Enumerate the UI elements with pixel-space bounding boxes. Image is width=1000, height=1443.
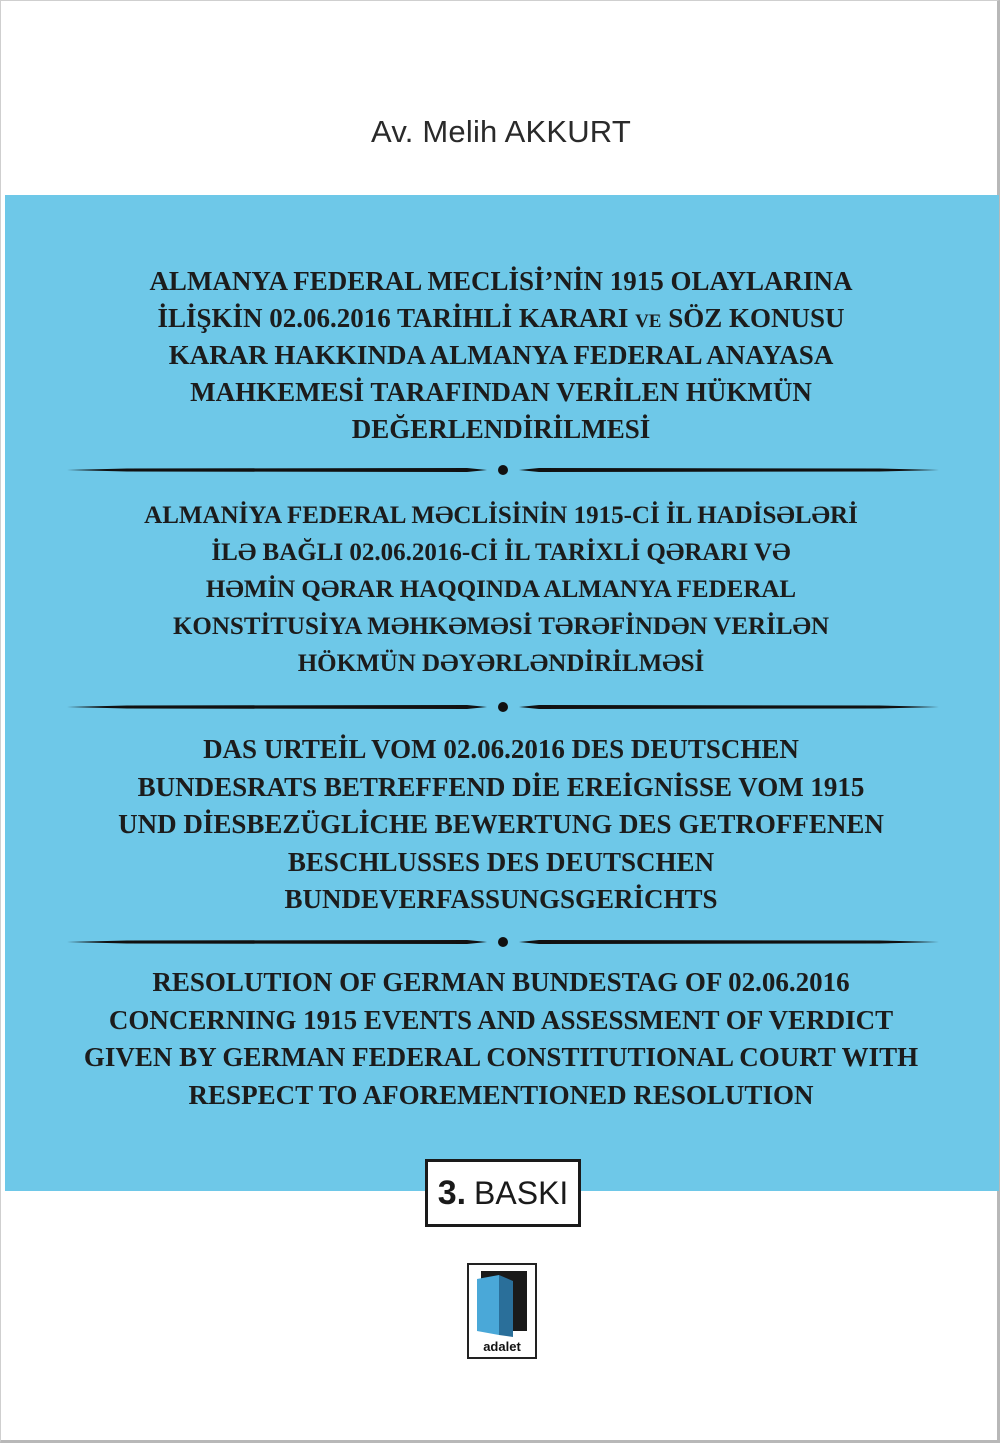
title-turkish: ALMANYA FEDERAL MECLİSİ’NİN 1915 OLAYLARINA İLİŞKİN 02.06.2016 TARİHLİ KARARI ve SÖZ KONUSU KARAR HAKKINDA ALMANYA FEDERAL ANAYASA MAHKEMESİ TARAFINDAN VERİLEN HÜKMÜN DEĞERLENDİRİLMESİ xyxy=(149,266,853,444)
edition-badge xyxy=(425,1159,581,1227)
author-name: Av. Melih AKKURT xyxy=(371,114,631,149)
publisher-logo xyxy=(467,1263,537,1359)
book-icon xyxy=(469,1265,535,1339)
title-german: DAS URTEİL VOM 02.06.2016 DES DEUTSCHEN BUNDESRATS BETREFFEND DİE EREİGNİSSE VOM 1915 UND DİESBEZÜGLİCHE BEWERTUNG DES GETROFFENEN BESCHLUSSES DES DEUTSCHEN BUNDEVERFASSUNGSGERİCHTS xyxy=(118,734,884,914)
title-azerbaijani: ALMANİYA FEDERAL MƏCLİSİNİN 1915-Cİ İL HADİSƏLƏRİ İLƏ BAĞLI 02.06.2016-Cİ İL TARİXLİ QƏRARI VƏ HƏMİN QƏRAR HAQQINDA ALMANYA FEDERAL KONSTİTUSİYA MƏHKƏMƏSİ TƏRƏFİNDƏN VERİLƏN HÖKMÜN DƏYƏRLƏNDİRİLMƏSİ xyxy=(144,502,858,677)
ornamental-divider xyxy=(67,936,939,948)
title-english: RESOLUTION OF GERMAN BUNDESTAG OF 02.06.2016 CONCERNING 1915 EVENTS AND ASSESSMENT OF VERDICT GIVEN BY GERMAN FEDERAL CONSTITUTIONAL COURT WITH RESPECT TO AFOREMENTIONED RESOLUTION xyxy=(83,967,919,1110)
edition-label: BASKI xyxy=(474,1174,569,1211)
publisher-name: adalet xyxy=(483,1339,521,1354)
edition-number: 3. xyxy=(437,1173,467,1212)
ornamental-divider xyxy=(67,464,939,476)
ornamental-divider xyxy=(67,701,939,713)
